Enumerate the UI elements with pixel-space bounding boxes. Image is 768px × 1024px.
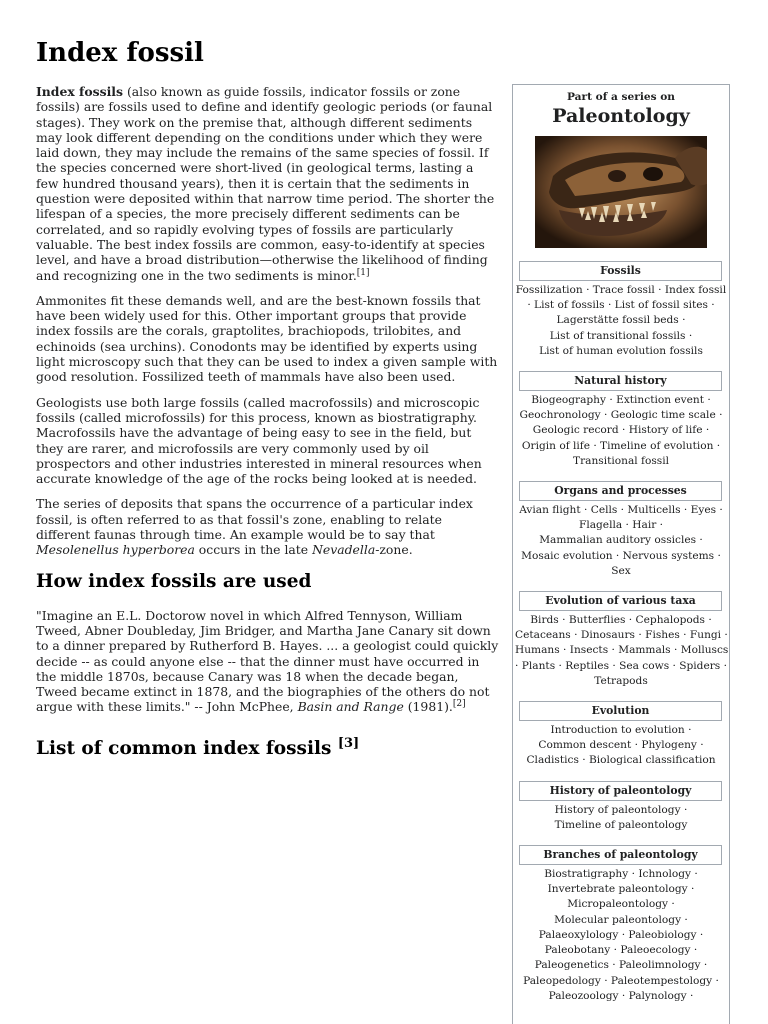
infobox-section-heading[interactable]: Natural history bbox=[519, 371, 722, 391]
section-heading-list: List of common index fossils [3] bbox=[36, 735, 360, 759]
infobox-section-heading[interactable]: History of paleontology bbox=[519, 781, 722, 801]
infobox-link-line[interactable]: Palaeoxylology · Paleobiology · bbox=[538, 928, 704, 941]
infobox-link-line[interactable]: Mosaic evolution · Nervous systems · bbox=[521, 549, 721, 562]
infobox-link-line[interactable]: Invertebrate paleontology · bbox=[547, 883, 695, 896]
reference-link-3[interactable]: [3] bbox=[337, 735, 360, 751]
infobox-section-heading[interactable]: Evolution of various taxa bbox=[519, 591, 722, 611]
paragraph-ammonites: Ammonites fit these demands well, and are the best-known fossils that have been widely used for this. Other important groups that provide index fossils are the corals, graptolites, brachiopods, trilobites, and echinoids (sea urchins). Conodonts may be identified by experts using light microscopy such that they can be used to index a given sample with good resolution. Fossilized teeth of mammals have also been used. bbox=[36, 292, 498, 385]
infobox-link-line[interactable]: Common descent · Phylogeny · bbox=[538, 739, 704, 752]
intro-text: (also known as guide fossils, indicator fossils or zone fossils) are fossils used to define and identify geologic periods (or faunal stages). They work on the premise that, although different sediments may look different depending on the conditions under which they were laid down, they may include the remains of the same species of fossil. If the species concerned were short-lived (in geological terms, lasting a few hundred thousand years), then it is certain that the sediments in question were deposited within that narrow time period. The shorter the lifespan of a species, the more precisely different sediments can be correlated, and so rapidly evolving types of fossils are particularly valuable. The best index fossils are common, easy-to-identify at species level, and have a broad distribution—otherwise the likelihood of finding and recognizing one in the two sediments is minor. bbox=[36, 84, 495, 283]
infobox-link-line[interactable]: Cetaceans · Dinosaurs · Fishes · Fungi · bbox=[515, 629, 728, 642]
infobox-section-links bbox=[513, 501, 729, 579]
infobox-link-line[interactable]: Geologic record · History of life · bbox=[532, 424, 710, 437]
paleontology-infobox bbox=[512, 84, 730, 1024]
infobox-link-line[interactable]: Sex bbox=[611, 564, 631, 577]
infobox-link-line[interactable]: Introduction to evolution · bbox=[550, 724, 692, 737]
page-title: Index fossil bbox=[36, 38, 204, 68]
species-name: Mesolenellus hyperborea bbox=[36, 542, 195, 558]
paragraph-geologists: Geologists use both large fossils (called macrofossils) and microscopic fossils (called microfossils) for this process, known as biostratigraphy. Macrofossils have the advantage of being easy to see in the field, but they are rarer, and microfossils are very commonly used by oil prospectors and other industries interested in mineral resources when accurate knowledge of the age of the rocks being looked at is needed. bbox=[36, 394, 482, 487]
zone-name: Nevadella bbox=[312, 542, 376, 558]
infobox-section-heading[interactable]: Fossils bbox=[519, 261, 722, 281]
infobox-link-line[interactable]: Paleozoology · Palynology · bbox=[548, 989, 694, 1002]
quote-paragraph: "Imagine an E.L. Doctorow novel in which Alfred Tennyson, William Tweed, Abner Doubleday, Jim Bridger, and Martha Jane Canary sit down to a dinner prepared by Rutherford B. Hayes. ... a geologist could quickly decide -- as could anyone else -- that the dinner must have occurred in the middle 1870s, because Canary was 18 when the decade began, Tweed became extinct in 1878, and the biographies of the others do not argue with these limits." -- John McPhee, Basin and Range (1981).[2] bbox=[36, 607, 499, 715]
infobox-section-links bbox=[513, 801, 729, 833]
infobox-link-line[interactable]: Mammalian auditory ossicles · bbox=[539, 534, 703, 547]
infobox-link-line[interactable]: Timeline of paleontology bbox=[554, 818, 688, 831]
infobox-section-links bbox=[513, 611, 729, 689]
infobox-section-links bbox=[513, 281, 729, 359]
infobox-link-line[interactable]: Cladistics · Biological classification bbox=[526, 754, 716, 767]
infobox-section-links bbox=[513, 721, 729, 769]
infobox-link-line[interactable]: · List of fossils · List of fossil sites · bbox=[527, 299, 715, 312]
infobox-pretitle: Part of a series on bbox=[566, 91, 676, 103]
intro-paragraph bbox=[36, 84, 499, 283]
infobox-sections bbox=[513, 261, 729, 1004]
infobox-link-line[interactable]: List of transitional fossils · bbox=[549, 329, 693, 342]
infobox-link-line[interactable]: List of human evolution fossils bbox=[539, 344, 703, 357]
infobox-section-links bbox=[513, 391, 729, 469]
infobox-section-heading[interactable]: Organs and processes bbox=[519, 481, 722, 501]
section-heading-used: How index fossils are used bbox=[36, 570, 312, 592]
infobox-link-line[interactable]: Biogeography · Extinction event · bbox=[531, 394, 711, 407]
reference-link-1[interactable]: [1] bbox=[356, 267, 370, 278]
dinosaur-skull-icon bbox=[535, 136, 707, 248]
infobox-link-line[interactable]: Transitional fossil bbox=[573, 454, 669, 467]
bold-term: Index fossils bbox=[36, 84, 123, 99]
infobox-section-heading[interactable]: Evolution bbox=[519, 701, 722, 721]
article-body bbox=[36, 84, 499, 775]
infobox-series-title[interactable]: Paleontology bbox=[552, 105, 690, 127]
infobox-link-line[interactable]: Molecular paleontology · bbox=[554, 913, 688, 926]
infobox-link-line[interactable]: Lagerstätte fossil beds · bbox=[556, 314, 686, 327]
infobox-link-line[interactable]: · Plants · Reptiles · Sea cows · Spiders · bbox=[515, 659, 727, 672]
infobox-link-line[interactable]: Flagella · Hair · bbox=[578, 519, 664, 532]
infobox-section-links bbox=[513, 865, 729, 1004]
tyrannosaurus-skull-image[interactable] bbox=[535, 136, 707, 248]
infobox-section-heading[interactable]: Branches of paleontology bbox=[519, 845, 722, 865]
infobox-link-line[interactable]: Origin of life · Timeline of evolution · bbox=[521, 439, 721, 452]
infobox-link-line[interactable]: Birds · Butterflies · Cephalopods · bbox=[530, 614, 712, 627]
paragraph-zones: The series of deposits that spans the occurrence of a particular index fossil, is often referred to as that fossil's zone, enabling to relate different faunas through time. An example would be to say that Mesolenellus hyperborea occurs in the late Nevadella-zone. bbox=[36, 496, 473, 558]
infobox-link-line[interactable]: Avian flight · Cells · Multicells · Eyes · bbox=[519, 504, 723, 517]
infobox-link-line[interactable]: Fossilization · Trace fossil · Index fossil bbox=[515, 284, 727, 296]
infobox-link-line[interactable]: Paleopedology · Paleotempestology · bbox=[523, 974, 719, 987]
infobox-link-line[interactable]: Paleobotany · Paleoecology · bbox=[544, 944, 698, 957]
book-title: Basin and Range bbox=[297, 699, 404, 715]
infobox-link-line[interactable]: Geochronology · Geologic time scale · bbox=[519, 409, 723, 422]
infobox-link-line[interactable]: Micropaleontology · bbox=[567, 898, 675, 911]
infobox-link-line[interactable]: History of paleontology · bbox=[554, 803, 688, 816]
infobox-link-line[interactable]: Paleogenetics · Paleolimnology · bbox=[534, 959, 708, 972]
infobox-link-line[interactable]: Biostratigraphy · Ichnology · bbox=[544, 868, 698, 881]
infobox-link-line[interactable]: Humans · Insects · Mammals · Molluscs bbox=[515, 644, 729, 657]
infobox-link-line[interactable]: Tetrapods bbox=[594, 674, 648, 687]
reference-link-2[interactable]: [2] bbox=[452, 699, 466, 710]
